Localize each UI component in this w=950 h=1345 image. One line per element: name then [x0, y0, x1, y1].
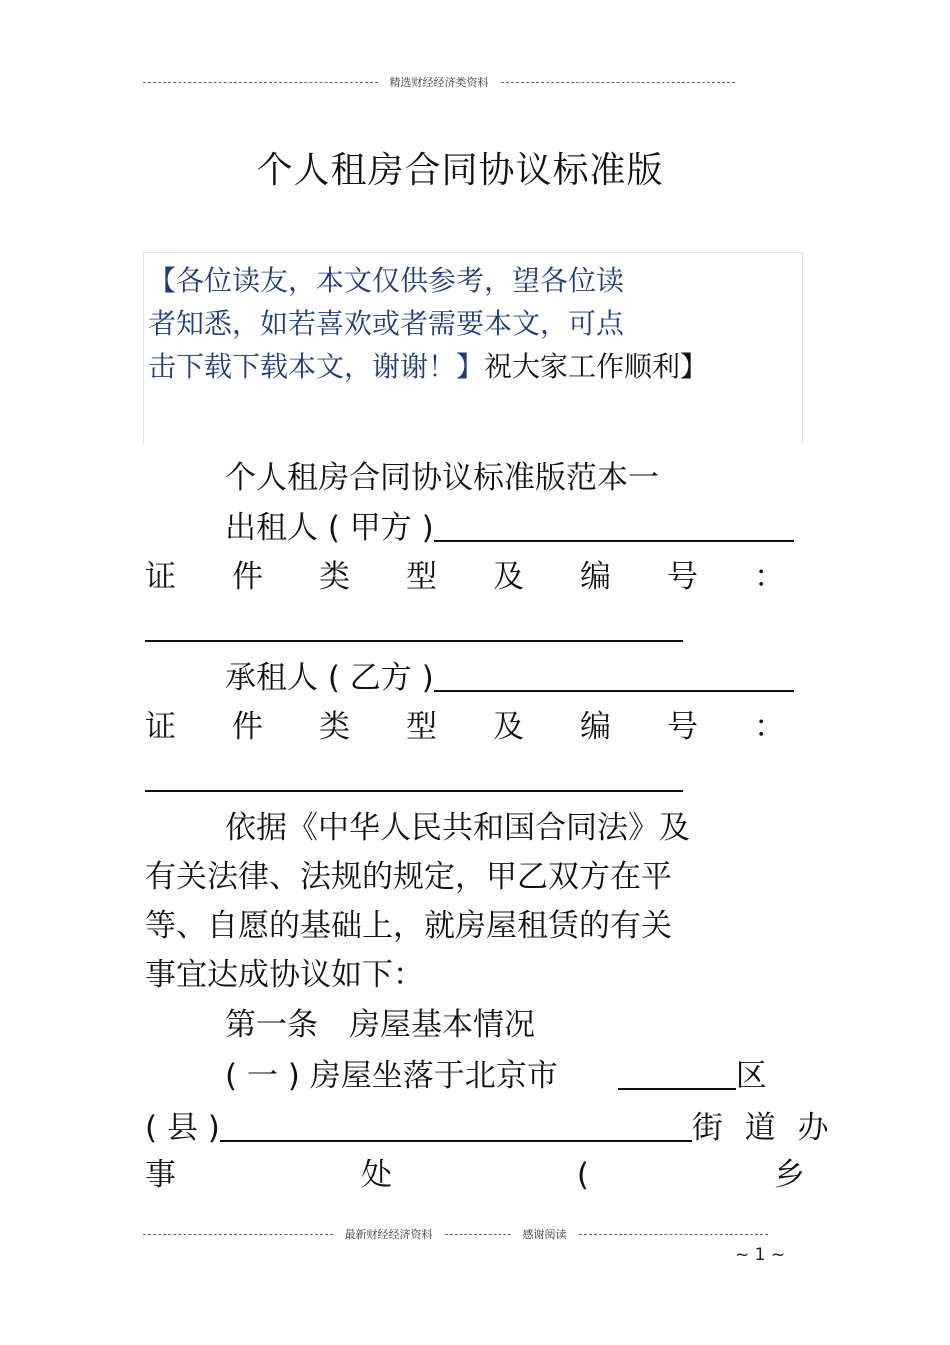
- id-char: 件: [232, 559, 263, 595]
- page-number: ~ 1 ~: [735, 1245, 786, 1265]
- id-char: 类: [319, 709, 350, 745]
- lessor-id-line: [145, 557, 820, 597]
- id-char: ：: [754, 709, 785, 745]
- header-rule-right: [501, 82, 736, 83]
- page-header: [143, 72, 735, 92]
- id-char: 类: [319, 559, 350, 595]
- paragraph-1-line-3: 等、自愿的基础上，就房屋租赁的有关: [145, 908, 672, 944]
- id-char: 及: [493, 559, 524, 595]
- paragraph-1-line-1: 依据《中华人民共和国合同法》及: [225, 810, 690, 846]
- lessor-id-blank: [145, 610, 683, 642]
- lessor-blank: [434, 510, 794, 542]
- item-1-line-1: [225, 1056, 805, 1096]
- line-char: (: [576, 1157, 590, 1193]
- id-char: 编: [580, 559, 611, 595]
- line-char: 处: [360, 1157, 392, 1193]
- lessee-id-blank-line: [145, 758, 820, 798]
- notice-box: [143, 252, 803, 444]
- paragraph-1-line-2: 有关法律、法规的规定，甲乙双方在平: [145, 859, 672, 895]
- id-char: 证: [145, 709, 176, 745]
- lessee-label: 承租人 ( 乙方 ): [225, 660, 434, 696]
- article-1-heading: 第一条 房屋基本情况: [225, 1007, 535, 1043]
- header-rule-left: [143, 82, 378, 83]
- lessor-line: [225, 508, 900, 548]
- item-1-line-2: [145, 1108, 835, 1148]
- district-label: 区: [735, 1058, 767, 1094]
- footer-rule-mid: [445, 1234, 511, 1235]
- id-char: 及: [493, 709, 524, 745]
- district-blank: [618, 1058, 736, 1090]
- id-char: 号: [667, 559, 698, 595]
- street-office-label: 街 道 办: [691, 1110, 835, 1146]
- footer-rule-right: [579, 1234, 769, 1235]
- item-1-line-3-chars: [145, 1155, 805, 1195]
- id-char: 型: [406, 709, 437, 745]
- page-footer: [143, 1225, 768, 1243]
- item-1-line-3: [145, 1155, 820, 1195]
- id-char: ：: [754, 559, 785, 595]
- lessee-id-line: [145, 707, 820, 747]
- county-blank: [220, 1110, 692, 1142]
- lessee-id-blank: [145, 760, 683, 792]
- document-title: 个人租房合同协议标准版: [256, 150, 664, 191]
- subtitle: 个人租房合同协议标准版范本一: [225, 460, 659, 496]
- line-char: 乡: [773, 1157, 805, 1193]
- lessee-line: [225, 658, 900, 698]
- notice-line-3: [148, 345, 808, 388]
- county-label: ( 县 ): [145, 1110, 220, 1146]
- footer-text-left: 最新财经经济资料: [344, 1228, 433, 1241]
- footer-text-right: 感谢阅读: [522, 1228, 567, 1241]
- footer-rule-left: [143, 1234, 333, 1235]
- id-char: 号: [667, 709, 698, 745]
- id-char: 型: [406, 559, 437, 595]
- item-1-text: ( 一 ) 房屋坐落于北京市: [225, 1058, 558, 1094]
- lessor-id-blank-line: [145, 608, 820, 648]
- notice-line-3b: 祝大家工作顺利】: [484, 350, 709, 383]
- line-char: 事: [145, 1157, 176, 1193]
- notice-line-3a: 击下载下载本文，谢谢！】: [148, 350, 485, 383]
- lessor-label: 出租人 ( 甲方 ): [225, 510, 434, 546]
- notice-line-2: 者知悉，如若喜欢或者需要本文，可点: [148, 307, 625, 340]
- id-char: 件: [232, 709, 263, 745]
- paragraph-1-line-4: 事宜达成协议如下：: [145, 957, 424, 993]
- header-text: 精选财经经济类资料: [389, 76, 489, 89]
- id-char: 证: [145, 559, 176, 595]
- lessee-blank: [434, 660, 794, 692]
- lessor-id-chars: [145, 557, 785, 597]
- id-char: 编: [580, 709, 611, 745]
- notice-text: [148, 259, 808, 388]
- lessee-id-chars: [145, 707, 785, 747]
- notice-line-1: 【各位读友，本文仅供参考，望各位读: [148, 264, 625, 297]
